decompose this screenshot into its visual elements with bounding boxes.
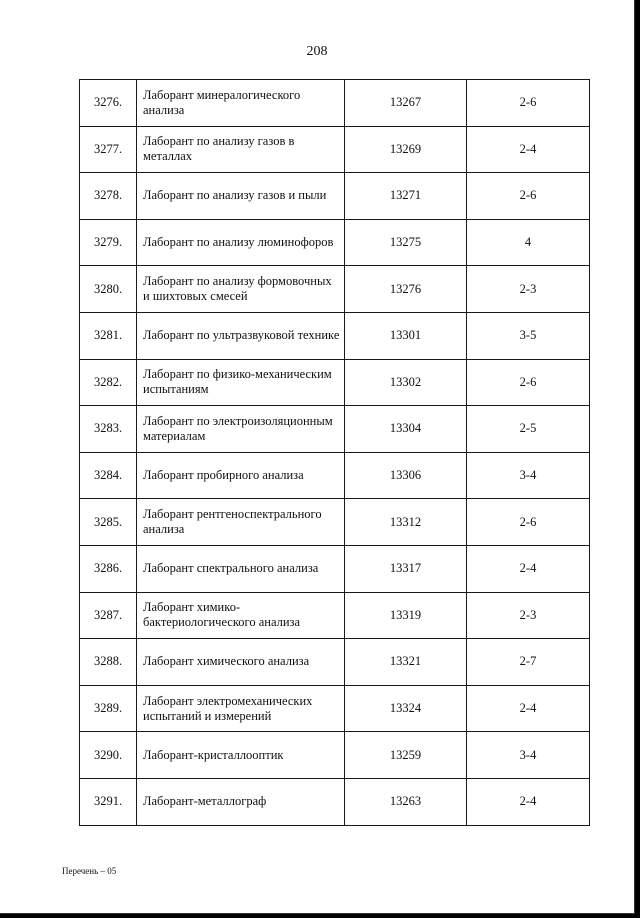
- grade-range: 2-6: [467, 359, 590, 406]
- footer-note: Перечень – 05: [62, 866, 117, 876]
- table-row: [80, 80, 590, 127]
- table-row: [80, 266, 590, 313]
- occupation-code: 13317: [345, 545, 467, 592]
- grade-range: 3-4: [467, 452, 590, 499]
- row-number: 3281.: [80, 312, 137, 359]
- row-number: 3286.: [80, 545, 137, 592]
- occupation-code: 13302: [345, 359, 467, 406]
- occupation-name: Лаборант рентгеноспектрального анализа: [137, 499, 345, 546]
- grade-range: 2-4: [467, 545, 590, 592]
- table-row: [80, 732, 590, 779]
- table-row: [80, 126, 590, 173]
- table-row: [80, 312, 590, 359]
- occupation-code: 13304: [345, 406, 467, 453]
- table-row: [80, 685, 590, 732]
- occupation-name: Лаборант по ультразвуковой технике: [137, 312, 345, 359]
- occupation-name: Лаборант по анализу газов и пыли: [137, 173, 345, 220]
- page-number: 208: [306, 44, 328, 59]
- occupation-name: Лаборант электромеханических испытаний и измерений: [137, 685, 345, 732]
- occupation-name: Лаборант по физико-механическим испытаниям: [137, 359, 345, 406]
- occupation-name: Лаборант химико-бактериологического анализа: [137, 592, 345, 639]
- table-row: [80, 452, 590, 499]
- occupation-name: Лаборант пробирного анализа: [137, 452, 345, 499]
- occupation-code: 13263: [345, 778, 467, 825]
- table-row: [80, 778, 590, 825]
- row-number: 3287.: [80, 592, 137, 639]
- grade-range: 2-6: [467, 80, 590, 127]
- grade-range: 2-6: [467, 173, 590, 220]
- occupation-name: Лаборант минералогического анализа: [137, 80, 345, 127]
- row-number: 3282.: [80, 359, 137, 406]
- row-number: 3283.: [80, 406, 137, 453]
- table-body: [80, 80, 590, 826]
- table-row: [80, 406, 590, 453]
- table-row: [80, 592, 590, 639]
- table-row: [80, 359, 590, 406]
- occupation-code: 13301: [345, 312, 467, 359]
- row-number: 3277.: [80, 126, 137, 173]
- grade-range: 2-3: [467, 266, 590, 313]
- occupation-code: 13269: [345, 126, 467, 173]
- occupation-name: Лаборант спектрального анализа: [137, 545, 345, 592]
- table-row: [80, 499, 590, 546]
- occupation-name: Лаборант по электроизоляционным материалам: [137, 406, 345, 453]
- row-number: 3284.: [80, 452, 137, 499]
- row-number: 3279.: [80, 219, 137, 266]
- occupation-code: 13275: [345, 219, 467, 266]
- grade-range: 2-7: [467, 639, 590, 686]
- grade-range: 4: [467, 219, 590, 266]
- occupation-name: Лаборант химического анализа: [137, 639, 345, 686]
- occupation-code: 13319: [345, 592, 467, 639]
- occupation-code: 13306: [345, 452, 467, 499]
- table-row: [80, 545, 590, 592]
- occupation-code: 13259: [345, 732, 467, 779]
- occupation-name: Лаборант по анализу газов в металлах: [137, 126, 345, 173]
- occupations-table: [79, 79, 590, 826]
- occupation-code: 13312: [345, 499, 467, 546]
- occupation-code: 13324: [345, 685, 467, 732]
- grade-range: 3-4: [467, 732, 590, 779]
- row-number: 3280.: [80, 266, 137, 313]
- table-row: [80, 219, 590, 266]
- row-number: 3289.: [80, 685, 137, 732]
- grade-range: 3-5: [467, 312, 590, 359]
- row-number: 3278.: [80, 173, 137, 220]
- table-row: [80, 173, 590, 220]
- row-number: 3285.: [80, 499, 137, 546]
- row-number: 3290.: [80, 732, 137, 779]
- occupation-name: Лаборант-металлограф: [137, 778, 345, 825]
- occupation-code: 13271: [345, 173, 467, 220]
- grade-range: 2-3: [467, 592, 590, 639]
- occupation-name: Лаборант-кристаллооптик: [137, 732, 345, 779]
- occupation-code: 13267: [345, 80, 467, 127]
- occupation-name: Лаборант по анализу люминофоров: [137, 219, 345, 266]
- grade-range: 2-4: [467, 685, 590, 732]
- occupation-code: 13321: [345, 639, 467, 686]
- table-row: [80, 639, 590, 686]
- row-number: 3276.: [80, 80, 137, 127]
- grade-range: 2-4: [467, 778, 590, 825]
- grade-range: 2-6: [467, 499, 590, 546]
- occupation-name: Лаборант по анализу формовочных и шихтовых смесей: [137, 266, 345, 313]
- row-number: 3291.: [80, 778, 137, 825]
- grade-range: 2-4: [467, 126, 590, 173]
- row-number: 3288.: [80, 639, 137, 686]
- occupation-code: 13276: [345, 266, 467, 313]
- grade-range: 2-5: [467, 406, 590, 453]
